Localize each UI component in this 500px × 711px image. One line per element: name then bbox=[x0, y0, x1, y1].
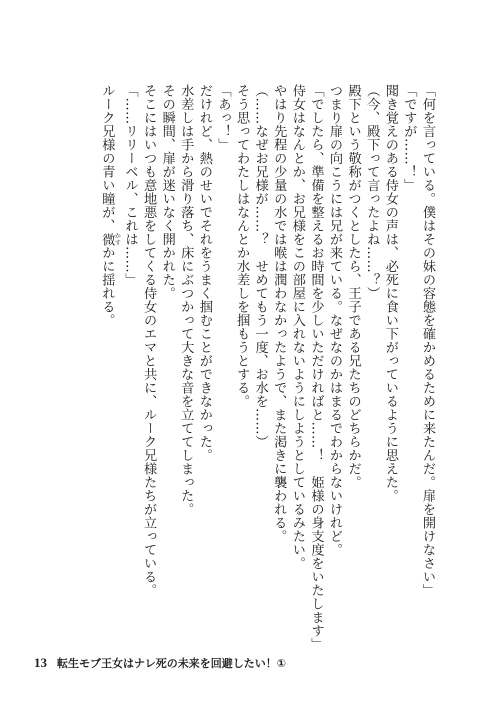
page-footer bbox=[34, 655, 286, 671]
text-line-6: つまり扉の向こうには兄が来ている。なぜなのかはまるでわからないけれど。 bbox=[327, 84, 343, 557]
text-line-2: 「ですが……！」 bbox=[401, 84, 417, 192]
text-line-13: だけれど、熱のせいでそれをうまく掴むことができなかった。 bbox=[196, 84, 212, 462]
ruby-annotation: 微 かす bbox=[99, 232, 121, 246]
text-line-1: 「何を言っている。僕はその妹の容態を確かめるために来たんだ。扉を開けなさい」 bbox=[420, 84, 435, 597]
book-title: 転生モブ王女はナレ死の未来を回避したい！① bbox=[57, 657, 287, 670]
text-line-15: その瞬間、扉が迷いなく開かれた。 bbox=[159, 84, 175, 300]
page-number: 13 bbox=[34, 655, 47, 670]
text-line-16: そこにはいつも意地悪をしてくる侍女のエマと共に、ルーク兄様たちが立っている。 bbox=[141, 84, 157, 597]
text-line-9: やはり先程の少量の水では喉は潤わなかったようで、また渇きに襲われる。 bbox=[271, 84, 287, 543]
text-line-7: 「でしたら、準備を整えるお時間を少しいただければと……！ 姫様の身支度をいたします」 bbox=[308, 84, 324, 651]
vertical-text-body bbox=[97, 84, 436, 651]
ruby-reading: かす bbox=[113, 232, 121, 246]
text-line-8: 侍女はなんとか、お兄様をこの部屋に入れないようにしようとしているみたい。 bbox=[289, 84, 305, 570]
text-line-18: ルーク兄様の青い瞳が、微 かすかに揺れる。 bbox=[99, 84, 121, 327]
text-line-5: 殿下という敬称がつくとしたら、王子である兄たちのどちらかだ。 bbox=[345, 84, 361, 489]
text-line-12: 「あっ！」 bbox=[215, 84, 231, 152]
text-line-3: 聞き覚えのある侍女の声は、必死に食い下がっているように思えた。 bbox=[382, 84, 398, 503]
text-line-17: 「……リリーベル、これは……」 bbox=[122, 84, 138, 287]
text-line-4: （今、殿下って言ったよね……？） bbox=[364, 84, 380, 300]
text-line-10: （……なぜお兄様が……？ せめてもう一度、お水を……） bbox=[252, 84, 268, 449]
text-line-14: 水差しは手から滑り落ち、床にぶつかって大きな音を立ててしまった。 bbox=[178, 84, 194, 516]
text-line-11: そう思ってわたしはなんとか水差しを掴もうとする。 bbox=[234, 84, 250, 408]
